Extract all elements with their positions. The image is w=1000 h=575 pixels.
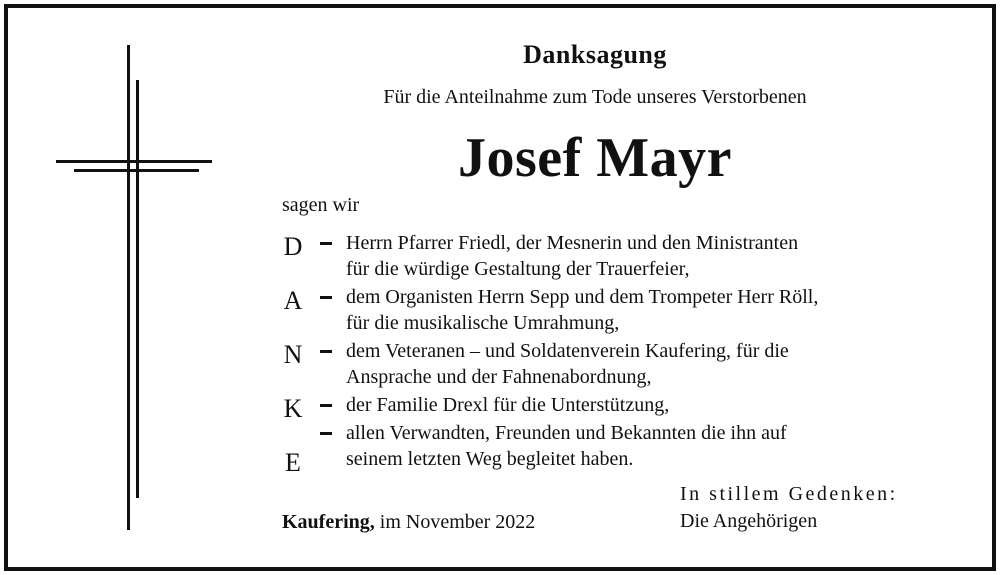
dash-icon bbox=[320, 350, 332, 353]
signature-text: Die Angehörigen bbox=[680, 510, 818, 532]
thanks-item-5-line1: allen Verwandten, Freunden und Bekannten die ihn auf bbox=[346, 422, 787, 444]
dash-icon bbox=[320, 242, 332, 245]
notice-title: Danksagung bbox=[523, 40, 667, 69]
thanks-item-4 bbox=[346, 392, 966, 418]
acrostic-letter-k: K bbox=[283, 394, 303, 423]
place-date bbox=[282, 511, 535, 534]
thanks-item-1 bbox=[346, 230, 966, 282]
thanks-item-3-line2: Ansprache und der Fahnenabordnung, bbox=[346, 366, 652, 388]
notice-subtitle: Für die Anteilnahme zum Tode unseres Verstorbenen bbox=[383, 86, 807, 108]
thanks-item-3 bbox=[346, 338, 966, 390]
thanks-item-2-line1: dem Organisten Herrn Sepp und dem Trompeter Herr Röll, bbox=[346, 286, 819, 308]
deceased-name: Josef Mayr bbox=[457, 127, 732, 189]
thanks-item-3-line1: dem Veteranen – und Soldatenverein Kaufering, für die bbox=[346, 340, 789, 362]
thanks-item-5 bbox=[346, 420, 966, 472]
intro-text: sagen wir bbox=[282, 194, 360, 216]
acrostic-letter-a: A bbox=[283, 286, 303, 315]
dash-icon bbox=[320, 296, 332, 299]
dash-icon bbox=[320, 404, 332, 407]
thanks-item-1-line1: Herrn Pfarrer Friedl, der Mesnerin und den Ministranten bbox=[346, 232, 799, 254]
place-name: Kaufering, bbox=[282, 511, 375, 533]
date-text: im November 2022 bbox=[374, 511, 536, 533]
acrostic-letter-d: D bbox=[283, 232, 303, 261]
thanks-item-2-line2: für die musikalische Umrahmung, bbox=[346, 312, 620, 334]
acrostic-letter-e: E bbox=[285, 448, 301, 477]
thanks-item-1-line2: für die würdige Gestaltung der Trauerfeier, bbox=[346, 258, 690, 280]
closing-text: In stillem Gedenken: bbox=[680, 483, 898, 505]
thanks-item-5-line2: seinem letzten Weg begleitet haben. bbox=[346, 448, 634, 470]
thanks-item-2 bbox=[346, 284, 966, 336]
acrostic-letter-n: N bbox=[283, 340, 303, 369]
dash-icon bbox=[320, 432, 332, 435]
thanks-item-4-line1: der Familie Drexl für die Unterstützung, bbox=[346, 394, 670, 416]
